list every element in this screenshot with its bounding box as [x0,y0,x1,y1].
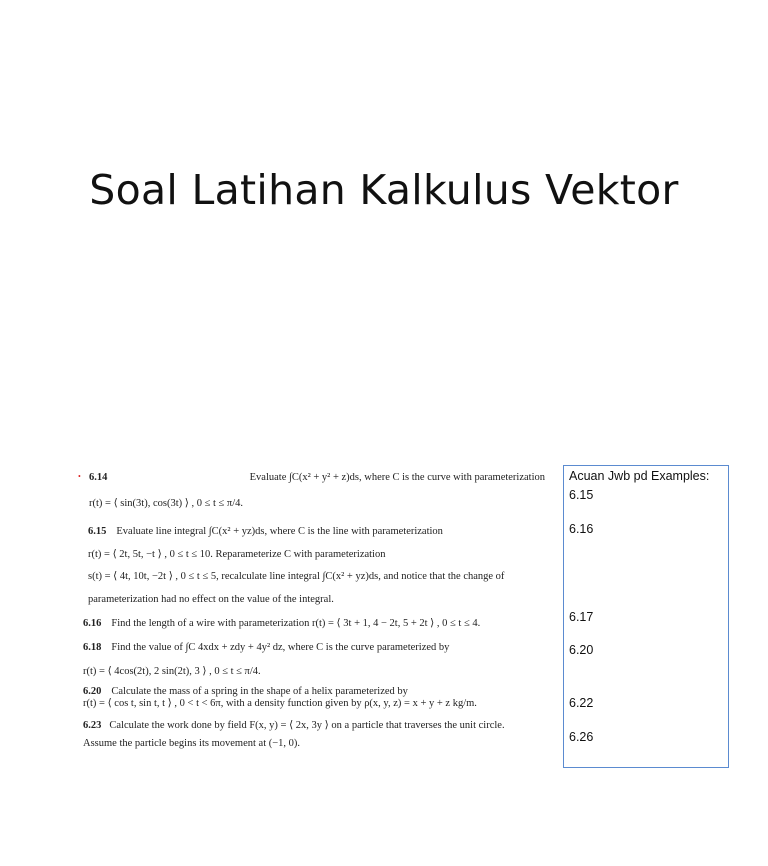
problem-number: 6.16 [83,618,102,629]
answer-ref-6-20: 6.20 [569,643,594,657]
problem-line [88,526,542,539]
problem-line: r(t) = ⟨ sin(3t), cos(3t) ⟩ , 0 ≤ t ≤ π/4. [89,498,244,509]
problem-line [83,642,540,655]
problem-line [83,686,540,699]
bullet-marker: • [78,472,81,481]
slide-title: Soal Latihan Kalkulus Vektor [89,166,679,214]
problem-line [89,472,545,485]
problem-line: Assume the particle begins its movement at (−1, 0). [83,738,301,749]
problem-line [83,618,480,631]
problem-number: 6.23 [83,720,102,731]
answer-reference-box [563,465,729,768]
answer-box-header: Acuan Jwb pd Examples: [569,469,710,483]
answer-ref-6-22: 6.22 [569,696,594,710]
problem-line [83,720,505,733]
problem-text: Calculate the mass of a spring in the shape of a helix parameterized by [111,686,408,697]
problem-number: 6.14 [89,472,108,483]
problem-number: 6.18 [83,642,102,653]
answer-ref-6-15: 6.15 [569,488,594,502]
problem-text: Calculate the work done by field F(x, y) = ⟨ 2x, 3y ⟩ on a particle that traverses the unit circle. [109,720,505,731]
problem-line: parameterization had no effect on the value of the integral. [88,594,334,605]
problem-text: Evaluate ∫C(x² + y² + z)ds, where C is the curve with parameterization [249,472,545,483]
problem-line: r(t) = ⟨ cos t, sin t, t ⟩ , 0 < t < 6π, with a density function given by ρ(x, y, z) = x + y + z kg/m. [83,698,477,709]
answer-ref-6-17: 6.17 [569,610,594,624]
problem-number: 6.15 [88,526,107,537]
problem-line: s(t) = ⟨ 4t, 10t, −2t ⟩ , 0 ≤ t ≤ 5, recalculate line integral ∫C(x² + yz)ds, and notice that the change of [88,571,505,582]
problem-text: Find the value of ∫C 4xdx + zdy + 4y² dz, where C is the curve parameterized by [111,642,450,653]
problem-line: r(t) = ⟨ 2t, 5t, −t ⟩ , 0 ≤ t ≤ 10. Reparameterize C with parameterization [88,549,386,560]
answer-ref-6-16: 6.16 [569,522,594,536]
problem-line: r(t) = ⟨ 4cos(2t), 2 sin(2t), 3 ⟩ , 0 ≤ t ≤ π/4. [83,666,261,677]
problem-text: Evaluate line integral ∫C(x² + yz)ds, where C is the line with parameterization [116,526,443,537]
answer-ref-6-26: 6.26 [569,730,594,744]
problem-text: Find the length of a wire with parameterization r(t) = ⟨ 3t + 1, 4 − 2t, 5 + 2t ⟩ , 0 ≤ t ≤ 4. [111,618,481,629]
problem-number: 6.20 [83,686,102,697]
